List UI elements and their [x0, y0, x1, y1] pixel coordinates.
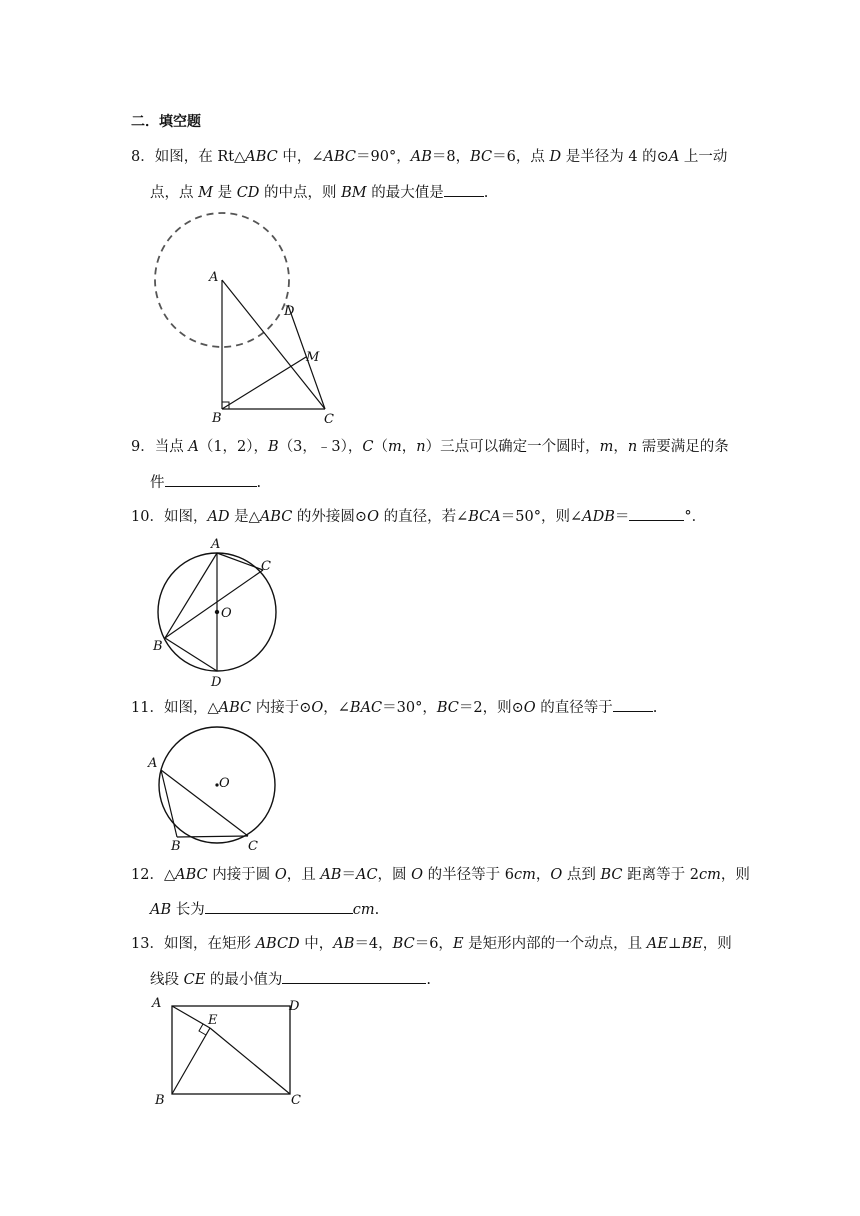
section-title: 二．填空题	[131, 114, 201, 130]
q12-answer-blank[interactable]	[205, 899, 353, 914]
q9-text: （3，﹣3），	[278, 439, 363, 455]
q13-line2	[150, 969, 431, 990]
q12-line1	[131, 865, 750, 885]
q8-line2	[150, 182, 488, 203]
q11-text: ＝30°，	[382, 700, 437, 716]
q11-text: ＝2，则⊙	[458, 700, 524, 716]
q11-var: BAC	[349, 700, 383, 716]
q10-text: 如图，	[163, 509, 208, 525]
q12-text: ，圆	[377, 867, 412, 883]
q9-var: C	[362, 439, 374, 455]
q11-var: O	[311, 700, 324, 716]
q9-text: （	[373, 439, 388, 455]
q9-var: n	[416, 439, 426, 455]
q8-text: 如图，在 Rt△	[154, 149, 246, 165]
q8-answer-blank[interactable]	[444, 182, 484, 197]
q9-var: m	[599, 439, 614, 455]
q8-segment-bm	[222, 357, 306, 409]
q10-label-d: D	[211, 675, 222, 690]
q11-figure	[140, 725, 290, 855]
q13-text: 线段	[150, 972, 184, 988]
q8-line1	[131, 147, 727, 167]
q8-var: D	[549, 149, 562, 165]
q12-end: .	[374, 902, 380, 918]
q8-label-a: A	[209, 270, 219, 285]
q8-var: AB	[410, 149, 432, 165]
q13-segment-be	[172, 1028, 210, 1094]
q8-text: ＝90°，	[356, 149, 411, 165]
q10-segment-bc	[165, 570, 263, 638]
q8-label-b: B	[212, 411, 222, 426]
q8-var: ABC	[245, 149, 278, 165]
q13-var: ABCD	[255, 936, 300, 952]
q9-text: 件	[150, 475, 165, 491]
q10-var: ABC	[259, 509, 293, 525]
q10-center-dot	[215, 610, 219, 614]
q11-answer-blank[interactable]	[613, 697, 653, 712]
q13-var: BC	[392, 936, 415, 952]
q10-segment-ac	[217, 553, 263, 570]
q10-var: ADB	[582, 509, 615, 525]
q10-text: 的外接圆⊙	[292, 509, 368, 525]
q13-label-b: B	[155, 1093, 165, 1108]
q11-label-c: C	[248, 839, 258, 854]
q9-number: 9．	[131, 439, 155, 455]
q12-var: cm	[698, 867, 721, 883]
q12-text: 长为	[171, 902, 205, 918]
q12-text: ＝	[341, 867, 356, 883]
q8-var: M	[198, 185, 213, 201]
q11-label-b: B	[171, 839, 181, 854]
q8-var: A	[668, 149, 680, 165]
q13-text: 是矩形内部的一个动点，且	[463, 936, 647, 952]
q9-text: （1，2），	[198, 439, 269, 455]
q10-var: AD	[207, 509, 230, 525]
q10-var: O	[367, 509, 379, 525]
q13-segment-ce	[210, 1028, 290, 1094]
q8-end: .	[483, 185, 489, 201]
q12-text: △	[163, 867, 176, 883]
q13-var: AE	[646, 936, 668, 952]
q10-answer-blank[interactable]	[629, 506, 684, 521]
q11-end: .	[652, 700, 658, 716]
q8-text: ＝8，	[431, 149, 471, 165]
q10-text: 的直径，若∠	[378, 509, 469, 525]
q9-end: .	[256, 475, 262, 491]
q8-number: 8．	[131, 149, 155, 165]
q9-answer-blank[interactable]	[165, 472, 257, 487]
q11-text: 的直径等于	[535, 700, 613, 716]
q11-label-o: O	[219, 776, 230, 791]
q11-number: 11．	[131, 700, 164, 716]
q8-label-c: C	[324, 412, 334, 427]
q13-label-e: E	[208, 1013, 218, 1028]
q13-label-c: C	[291, 1093, 301, 1108]
q13-var: BE	[681, 936, 703, 952]
q13-figure	[148, 994, 313, 1109]
q11-var: BC	[436, 700, 459, 716]
q11-segment-bc	[177, 836, 248, 837]
q10-label-c: C	[261, 559, 271, 574]
q12-text: 距离等于 2	[622, 867, 699, 883]
q10-text: ＝50°，则∠	[500, 509, 583, 525]
q10-label-b: B	[153, 639, 163, 654]
q12-unit: cm	[352, 902, 375, 918]
q8-text: 的中点，则	[259, 185, 342, 201]
q10-text: 是△	[229, 509, 260, 525]
q8-var: BC	[470, 149, 493, 165]
q8-text: 点，点	[150, 185, 199, 201]
q13-var: CE	[183, 972, 206, 988]
q8-text: ＝6，点	[492, 149, 550, 165]
q13-text: 中，	[299, 936, 334, 952]
q10-number: 10．	[131, 509, 164, 525]
q12-text: 的半径等于 6	[423, 867, 514, 883]
q8-var: ABC	[323, 149, 357, 165]
q12-number: 12．	[131, 867, 164, 883]
q13-text: ＝4，	[354, 936, 393, 952]
q13-segment-ae	[172, 1006, 210, 1028]
q11-var: ABC	[218, 700, 252, 716]
q8-text: 是	[212, 185, 237, 201]
q13-text: ，则	[702, 936, 732, 952]
q11-text: 如图，△	[163, 700, 219, 716]
q8-var: BM	[341, 185, 367, 201]
q10-text: ＝	[614, 509, 630, 525]
q9-text: ）三点可以确定一个圆时，	[425, 439, 600, 455]
q11-line1	[131, 697, 657, 718]
q8-var: CD	[236, 185, 260, 201]
q10-label-o: O	[221, 606, 232, 621]
q9-text: 需要满足的条	[637, 439, 729, 455]
q10-segment-bd	[165, 638, 217, 671]
q9-text: ，	[613, 439, 628, 455]
q9-text: ，	[401, 439, 417, 455]
q8-text: 是半径为 4 的⊙	[561, 149, 669, 165]
q13-end: .	[426, 972, 432, 988]
q13-text: ＝6，	[414, 936, 453, 952]
q9-var: A	[188, 439, 199, 455]
q13-line1	[131, 934, 732, 954]
q12-text: 点到	[562, 867, 601, 883]
q8-text: 的最大值是	[366, 185, 444, 201]
q9-var: n	[627, 439, 638, 455]
q13-text: 如图，在矩形	[163, 936, 256, 952]
q10-figure	[145, 534, 295, 694]
q9-var: B	[268, 439, 279, 455]
q13-label-d: D	[289, 999, 300, 1014]
q12-var: O	[274, 867, 287, 883]
q8-text: 上一动	[679, 149, 728, 165]
q13-label-a: A	[152, 996, 162, 1011]
q12-var: AB	[320, 867, 342, 883]
q12-text: ，且	[286, 867, 321, 883]
q13-number: 13．	[131, 936, 164, 952]
q12-var: ABC	[175, 867, 208, 883]
q9-line1	[131, 437, 729, 457]
q10-end: °．	[684, 509, 707, 525]
q11-text: 内接于⊙	[251, 700, 312, 716]
q11-label-a: A	[148, 756, 158, 771]
q10-label-a: A	[211, 537, 221, 552]
q9-line2	[150, 472, 261, 493]
q11-var: O	[523, 700, 536, 716]
q13-var: E	[452, 936, 464, 952]
q13-text: 的最小值为	[205, 972, 283, 988]
q13-text: ⊥	[667, 936, 682, 952]
q12-var: O	[411, 867, 424, 883]
q12-text: ，则	[720, 867, 750, 883]
q8-figure	[150, 212, 350, 427]
q11-text: ，∠	[323, 700, 350, 716]
q12-text: 内接于圆	[207, 867, 275, 883]
q8-label-m: M	[306, 350, 320, 365]
q9-var: m	[388, 439, 402, 455]
q10-line1	[131, 506, 706, 527]
q8-label-d: D	[284, 304, 295, 319]
q13-rectangle	[172, 1006, 290, 1094]
q8-text: 中，∠	[277, 149, 324, 165]
q12-var: BC	[600, 867, 623, 883]
q12-line2	[150, 899, 379, 920]
q12-var: cm	[514, 867, 536, 883]
q10-var: BCA	[468, 509, 501, 525]
q10-segment-ab	[165, 553, 217, 638]
q12-var: AB	[150, 902, 172, 918]
q12-text: ，	[535, 867, 551, 883]
q12-var: AC	[355, 867, 378, 883]
q12-var: O	[550, 867, 563, 883]
q9-text: 当点	[154, 439, 189, 455]
q13-var: AB	[333, 936, 355, 952]
q13-answer-blank[interactable]	[282, 969, 426, 984]
